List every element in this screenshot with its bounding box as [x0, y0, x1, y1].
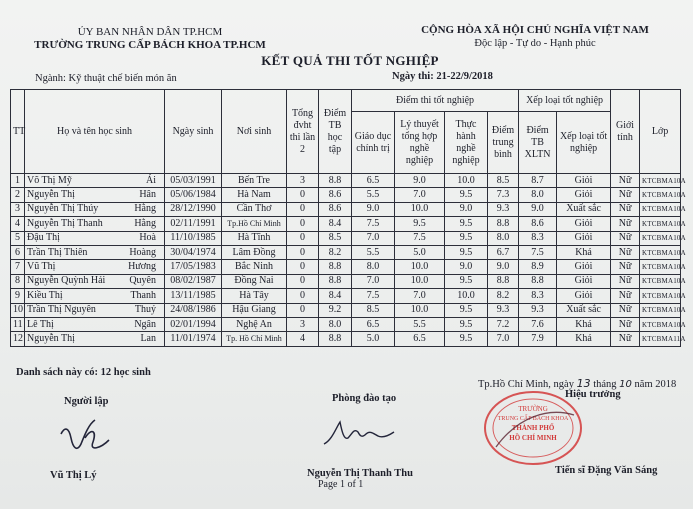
- average-score: 9.3: [488, 303, 519, 317]
- average-score: 8.2: [488, 289, 519, 303]
- class-code: KTCBMA10A: [640, 231, 681, 245]
- col-avg: Điểm trung bình: [488, 112, 519, 174]
- rank-label: Giỏi: [557, 231, 611, 245]
- birth-place: Hà Nam: [222, 188, 287, 202]
- exam-date: Ngày thi: 21-22/9/2018: [392, 71, 493, 82]
- birth-place: Tp. Hồ Chí Minh: [222, 332, 287, 346]
- student-first-name: Hằng: [134, 217, 156, 229]
- table-row: [11, 332, 681, 346]
- col-rank: Xếp loại tốt nghiệp: [557, 112, 611, 174]
- student-last-name: Nguyễn Quỳnh Hải: [27, 275, 106, 287]
- gpa-score: 8.8: [319, 332, 352, 346]
- xltn-score: 8.0: [519, 188, 557, 202]
- class-code: KTCBMA10A: [640, 303, 681, 317]
- birth-date: 02/11/1991: [165, 217, 222, 231]
- civics-score: 8.5: [352, 303, 395, 317]
- results-body: [11, 174, 686, 347]
- practice-score: 9.0: [445, 202, 488, 216]
- student-name: [25, 188, 165, 202]
- student-first-name: Ngân: [134, 318, 156, 330]
- rank-label: Khá: [557, 245, 611, 259]
- principal-name: Tiến sĩ Đặng Văn Sáng: [555, 465, 658, 476]
- page-footer: Page 1 of 1: [318, 479, 364, 490]
- student-first-name: Hằng: [134, 203, 156, 215]
- rank-label: Giỏi: [557, 217, 611, 231]
- rank-label: Giỏi: [557, 274, 611, 288]
- col-practice: Thực hành nghề nghiệp: [445, 112, 488, 174]
- class-code: KTCBMA10A: [640, 174, 681, 188]
- exam-count: 0: [287, 231, 319, 245]
- table-row: [11, 217, 681, 231]
- student-last-name: Võ Thị Mỹ: [27, 174, 72, 186]
- row-number: 3: [11, 202, 25, 216]
- school-seal-stamp: [478, 387, 588, 469]
- birth-place: Tp.Hồ Chí Minh: [222, 217, 287, 231]
- student-last-name: Nguyễn Thị: [27, 332, 75, 344]
- svg-text:TRƯỜNG: TRƯỜNG: [518, 405, 548, 413]
- theory-score: 9.0: [395, 174, 445, 188]
- civics-score: 7.5: [352, 289, 395, 303]
- gpa-score: 8.5: [319, 231, 352, 245]
- national-motto: Độc lập - Tự do - Hạnh phúc: [474, 38, 596, 49]
- student-name: [25, 274, 165, 288]
- class-code: KTCBMA10A: [640, 260, 681, 274]
- birth-place: Lâm Đồng: [222, 245, 287, 259]
- exam-count: 0: [287, 202, 319, 216]
- average-score: 9.3: [488, 202, 519, 216]
- birth-date: 24/08/1986: [165, 303, 222, 317]
- class-code: KTCBMA10A: [640, 317, 681, 331]
- civics-score: 7.0: [352, 274, 395, 288]
- practice-score: 9.5: [445, 245, 488, 259]
- gpa-score: 8.8: [319, 260, 352, 274]
- student-name: [25, 317, 165, 331]
- gender: Nữ: [611, 260, 640, 274]
- xltn-score: 9.0: [519, 202, 557, 216]
- birth-date: 28/12/1990: [165, 202, 222, 216]
- document-title: KẾT QUẢ THI TỐT NGHIỆP: [261, 53, 439, 68]
- col-theory: Lý thuyết tổng hợp nghề nghiệp: [395, 112, 445, 174]
- birth-date: 30/04/1974: [165, 245, 222, 259]
- xltn-score: 8.3: [519, 231, 557, 245]
- average-score: 9.0: [488, 260, 519, 274]
- table-row: [11, 231, 681, 245]
- student-last-name: Đậu Thị: [27, 232, 60, 244]
- civics-score: 6.5: [352, 174, 395, 188]
- group-rank: Xếp loại tốt nghiệp: [519, 90, 611, 112]
- gender: Nữ: [611, 217, 640, 231]
- birth-date: 05/03/1991: [165, 174, 222, 188]
- group-scores: Điểm thi tốt nghiệp: [352, 90, 519, 112]
- student-last-name: Nguyễn Thị Thanh: [27, 217, 103, 229]
- gpa-score: 8.6: [319, 188, 352, 202]
- exam-count: 0: [287, 289, 319, 303]
- theory-score: 9.5: [395, 217, 445, 231]
- col-civics: Giáo dục chính trị: [352, 112, 395, 174]
- civics-score: 5.5: [352, 188, 395, 202]
- student-last-name: Lê Thị: [27, 318, 54, 330]
- student-name: [25, 202, 165, 216]
- civics-score: 6.5: [352, 317, 395, 331]
- gender: Nữ: [611, 231, 640, 245]
- row-number: 10: [11, 303, 25, 317]
- rank-label: Giỏi: [557, 174, 611, 188]
- gender: Nữ: [611, 202, 640, 216]
- svg-text:HỒ CHÍ MINH: HỒ CHÍ MINH: [509, 434, 557, 442]
- class-code: KTCBMA11A: [640, 332, 681, 346]
- student-first-name: Thuỷ: [134, 304, 156, 316]
- student-last-name: Vũ Thị: [27, 261, 56, 273]
- student-name: [25, 260, 165, 274]
- rank-label: Giỏi: [557, 260, 611, 274]
- average-score: 6.7: [488, 245, 519, 259]
- col-pob: Nơi sinh: [222, 90, 287, 174]
- issuer-authority: ỦY BAN NHÂN DÂN TP.HCM: [77, 26, 223, 38]
- table-row: [11, 202, 681, 216]
- place-date-month: 10: [619, 379, 632, 390]
- birth-place: Cần Thơ: [222, 202, 287, 216]
- class-code: KTCBMA10A: [640, 202, 681, 216]
- gpa-score: 8.6: [319, 202, 352, 216]
- place-date-day: 13: [576, 377, 591, 390]
- preparer-role: Người lập: [64, 396, 109, 407]
- principal-role: Hiệu trưởng: [565, 389, 621, 400]
- birth-date: 17/05/1983: [165, 260, 222, 274]
- theory-score: 7.0: [395, 188, 445, 202]
- rank-label: Xuất sắc: [557, 303, 611, 317]
- gender: Nữ: [611, 332, 640, 346]
- class-code: KTCBMA10A: [640, 274, 681, 288]
- student-first-name: Ái: [146, 174, 156, 186]
- col-xltn: Điểm TB XLTN: [519, 112, 557, 174]
- gpa-score: 8.0: [319, 317, 352, 331]
- office-signature: [318, 410, 398, 450]
- table-row: [11, 245, 681, 259]
- col-gpa: Điểm TB học tập: [319, 90, 352, 174]
- gpa-score: 8.8: [319, 274, 352, 288]
- gender: Nữ: [611, 188, 640, 202]
- national-header: [405, 24, 665, 50]
- theory-score: 5.5: [395, 317, 445, 331]
- xltn-score: 8.9: [519, 260, 557, 274]
- svg-text:THÀNH PHỐ: THÀNH PHỐ: [511, 424, 555, 432]
- table-row: [11, 260, 681, 274]
- average-score: 7.0: [488, 332, 519, 346]
- exam-count: 0: [287, 217, 319, 231]
- birth-date: 13/11/1985: [165, 289, 222, 303]
- birth-place: Hà Tĩnh: [222, 231, 287, 245]
- practice-score: 9.5: [445, 231, 488, 245]
- birth-place: Hậu Giang: [222, 303, 287, 317]
- theory-score: 7.0: [395, 289, 445, 303]
- theory-score: 10.0: [395, 303, 445, 317]
- student-name: [25, 289, 165, 303]
- major-label: Ngành: Kỹ thuật chế biến món ăn: [35, 73, 177, 84]
- gender: Nữ: [611, 274, 640, 288]
- civics-score: 5.5: [352, 245, 395, 259]
- birth-date: 11/10/1985: [165, 231, 222, 245]
- place-date-prefix: Tp.Hồ Chí Minh, ngày: [478, 379, 574, 390]
- exam-count: 3: [287, 174, 319, 188]
- practice-score: 9.5: [445, 317, 488, 331]
- preparer-name: Vũ Thị Lý: [50, 470, 97, 481]
- birth-place: Bến Tre: [222, 174, 287, 188]
- col-tt: TT: [11, 90, 25, 174]
- student-first-name: Thanh: [130, 289, 156, 301]
- student-last-name: Nguyễn Thị: [27, 189, 75, 201]
- practice-score: 9.0: [445, 260, 488, 274]
- col-class: Lớp: [640, 90, 681, 174]
- gpa-score: 8.8: [319, 174, 352, 188]
- gpa-score: 8.4: [319, 289, 352, 303]
- rank-label: Xuất sắc: [557, 202, 611, 216]
- student-name: [25, 245, 165, 259]
- practice-score: 9.5: [445, 332, 488, 346]
- gender: Nữ: [611, 289, 640, 303]
- gender: Nữ: [611, 174, 640, 188]
- table-row: [11, 289, 681, 303]
- student-name: [25, 231, 165, 245]
- xltn-score: 7.5: [519, 245, 557, 259]
- table-row: [11, 188, 681, 202]
- birth-place: Nghệ An: [222, 317, 287, 331]
- average-score: 7.3: [488, 188, 519, 202]
- exam-count: 3: [287, 317, 319, 331]
- row-number: 12: [11, 332, 25, 346]
- gpa-score: 8.4: [319, 217, 352, 231]
- theory-score: 7.5: [395, 231, 445, 245]
- average-score: 8.0: [488, 231, 519, 245]
- gpa-score: 9.2: [319, 303, 352, 317]
- row-number: 11: [11, 317, 25, 331]
- class-code: KTCBMA10A: [640, 217, 681, 231]
- student-name: [25, 174, 165, 188]
- office-name: Nguyễn Thị Thanh Thu: [307, 468, 413, 479]
- gpa-score: 8.2: [319, 245, 352, 259]
- practice-score: 9.5: [445, 217, 488, 231]
- student-count: Danh sách này có: 12 học sinh: [16, 367, 151, 378]
- student-first-name: Hoàng: [129, 246, 156, 258]
- theory-score: 10.0: [395, 202, 445, 216]
- rank-label: Giỏi: [557, 188, 611, 202]
- average-score: 8.5: [488, 174, 519, 188]
- birth-place: Hà Tây: [222, 289, 287, 303]
- row-number: 5: [11, 231, 25, 245]
- xltn-score: 8.3: [519, 289, 557, 303]
- table-row: [11, 274, 681, 288]
- theory-score: 10.0: [395, 260, 445, 274]
- table-row: [11, 317, 681, 331]
- xltn-score: 7.6: [519, 317, 557, 331]
- civics-score: 7.5: [352, 217, 395, 231]
- practice-score: 9.5: [445, 274, 488, 288]
- gender: Nữ: [611, 317, 640, 331]
- student-first-name: Hoà: [139, 232, 156, 244]
- student-first-name: Hân: [139, 189, 156, 201]
- civics-score: 8.0: [352, 260, 395, 274]
- preparer-signature: [55, 408, 115, 458]
- table-row: [11, 174, 681, 188]
- student-first-name: Quyên: [129, 275, 156, 287]
- place-date-year: năm 2018: [634, 379, 677, 390]
- student-last-name: Kiều Thị: [27, 289, 63, 301]
- birth-date: 05/06/1984: [165, 188, 222, 202]
- issuer-header: [20, 26, 280, 52]
- student-name: [25, 332, 165, 346]
- exam-count: 0: [287, 303, 319, 317]
- issuer-school: TRƯỜNG TRUNG CẤP BÁCH KHOA TP.HCM: [34, 39, 266, 51]
- col-name: Họ và tên học sinh: [25, 90, 165, 174]
- col-dob: Ngày sinh: [165, 90, 222, 174]
- rank-label: Khá: [557, 317, 611, 331]
- place-date-month-word: tháng: [593, 379, 617, 390]
- national-title: CỘNG HÒA XÃ HỘI CHỦ NGHĨA VIỆT NAM: [421, 24, 649, 36]
- class-code: KTCBMA10A: [640, 289, 681, 303]
- exam-count: 4: [287, 332, 319, 346]
- birth-date: 11/01/1974: [165, 332, 222, 346]
- class-code: KTCBMA10A: [640, 188, 681, 202]
- birth-date: 02/01/1994: [165, 317, 222, 331]
- results-table: [10, 89, 686, 347]
- practice-score: 10.0: [445, 289, 488, 303]
- class-code: KTCBMA10A: [640, 245, 681, 259]
- row-number: 9: [11, 289, 25, 303]
- xltn-score: 7.9: [519, 332, 557, 346]
- student-last-name: Nguyễn Thị Thúy: [27, 203, 99, 215]
- col-gender: Giới tính: [611, 90, 640, 174]
- student-name: [25, 303, 165, 317]
- svg-text:TRUNG CẤP BÁCH KHOA: TRUNG CẤP BÁCH KHOA: [497, 416, 569, 422]
- row-number: 4: [11, 217, 25, 231]
- birth-place: Bắc Ninh: [222, 260, 287, 274]
- rank-label: Khá: [557, 332, 611, 346]
- row-number: 7: [11, 260, 25, 274]
- row-number: 8: [11, 274, 25, 288]
- average-score: 8.8: [488, 274, 519, 288]
- student-last-name: Trần Thị Thiên: [27, 246, 88, 258]
- office-role: Phòng đào tạo: [332, 393, 397, 404]
- average-score: 8.8: [488, 217, 519, 231]
- birth-date: 08/02/1987: [165, 274, 222, 288]
- xltn-score: 8.6: [519, 217, 557, 231]
- birth-place: Đồng Nai: [222, 274, 287, 288]
- practice-score: 9.5: [445, 303, 488, 317]
- xltn-score: 8.8: [519, 274, 557, 288]
- civics-score: 9.0: [352, 202, 395, 216]
- table-row: [11, 303, 681, 317]
- gender: Nữ: [611, 245, 640, 259]
- row-number: 6: [11, 245, 25, 259]
- student-first-name: Lan: [140, 332, 156, 344]
- rank-label: Giỏi: [557, 289, 611, 303]
- theory-score: 10.0: [395, 274, 445, 288]
- student-first-name: Hương: [128, 261, 156, 273]
- theory-score: 6.5: [395, 332, 445, 346]
- exam-count: 0: [287, 245, 319, 259]
- student-last-name: Trần Thị Nguyên: [27, 304, 96, 316]
- exam-count: 0: [287, 260, 319, 274]
- theory-score: 5.0: [395, 245, 445, 259]
- row-number: 1: [11, 174, 25, 188]
- exam-count: 0: [287, 188, 319, 202]
- gender: Nữ: [611, 303, 640, 317]
- civics-score: 5.0: [352, 332, 395, 346]
- row-number: 2: [11, 188, 25, 202]
- xltn-score: 9.3: [519, 303, 557, 317]
- xltn-score: 8.7: [519, 174, 557, 188]
- civics-score: 7.0: [352, 231, 395, 245]
- exam-count: 0: [287, 274, 319, 288]
- practice-score: 9.5: [445, 188, 488, 202]
- col-exam-count: Tổng đvht thi lần 2: [287, 90, 319, 174]
- average-score: 7.2: [488, 317, 519, 331]
- practice-score: 10.0: [445, 174, 488, 188]
- student-name: [25, 217, 165, 231]
